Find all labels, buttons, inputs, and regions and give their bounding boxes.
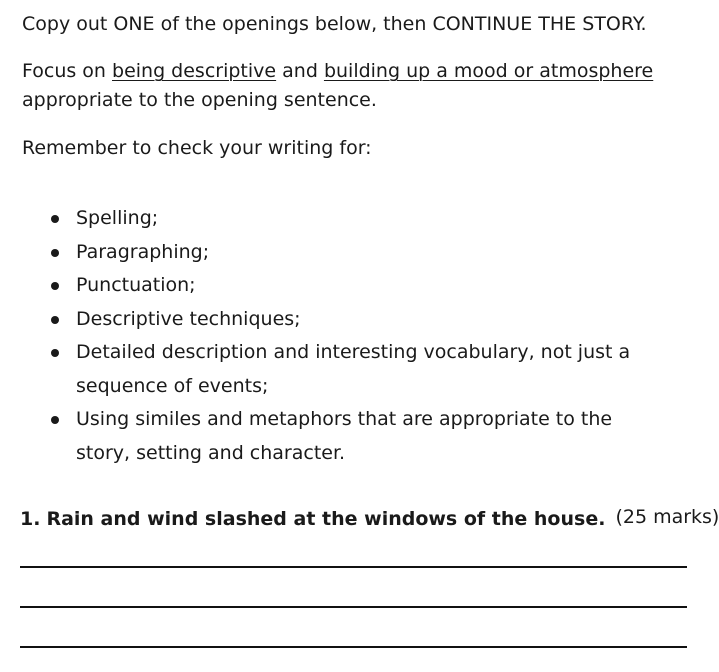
checklist xyxy=(50,202,670,470)
focus-prefix: Focus on xyxy=(22,60,113,82)
checklist-item: Descriptive techniques; xyxy=(50,303,670,337)
question-marks: (25 marks) xyxy=(615,506,719,528)
remember-heading: Remember to check your writing for: xyxy=(22,137,372,159)
instruction-copy-opening: Copy out ONE of the openings below, then CONTINUE THE STORY. xyxy=(22,13,647,35)
answer-line-2[interactable] xyxy=(20,606,687,608)
focus-instruction-continued: appropriate to the opening sentence. xyxy=(22,89,377,111)
question-1 xyxy=(20,506,719,532)
checklist-item: Punctuation; xyxy=(50,269,670,303)
focus-term-descriptive: being descriptive xyxy=(112,60,277,82)
focus-instruction xyxy=(22,59,653,83)
answer-line-3[interactable] xyxy=(20,646,687,648)
checklist-item: Spelling; xyxy=(50,202,670,236)
checklist-item: Detailed description and interesting vocabulary, not just a sequence of events; xyxy=(50,336,670,403)
focus-term-mood: building up a mood or atmosphere xyxy=(323,60,654,82)
checklist-item: Paragraphing; xyxy=(50,236,670,270)
question-prompt: Rain and wind slashed at the windows of the house. xyxy=(46,508,606,530)
checklist-item: Using similes and metaphors that are appropriate to the story, setting and character. xyxy=(50,403,670,470)
answer-line-1[interactable] xyxy=(20,566,687,568)
question-number: 1. xyxy=(20,508,41,530)
focus-and: and xyxy=(276,60,324,82)
